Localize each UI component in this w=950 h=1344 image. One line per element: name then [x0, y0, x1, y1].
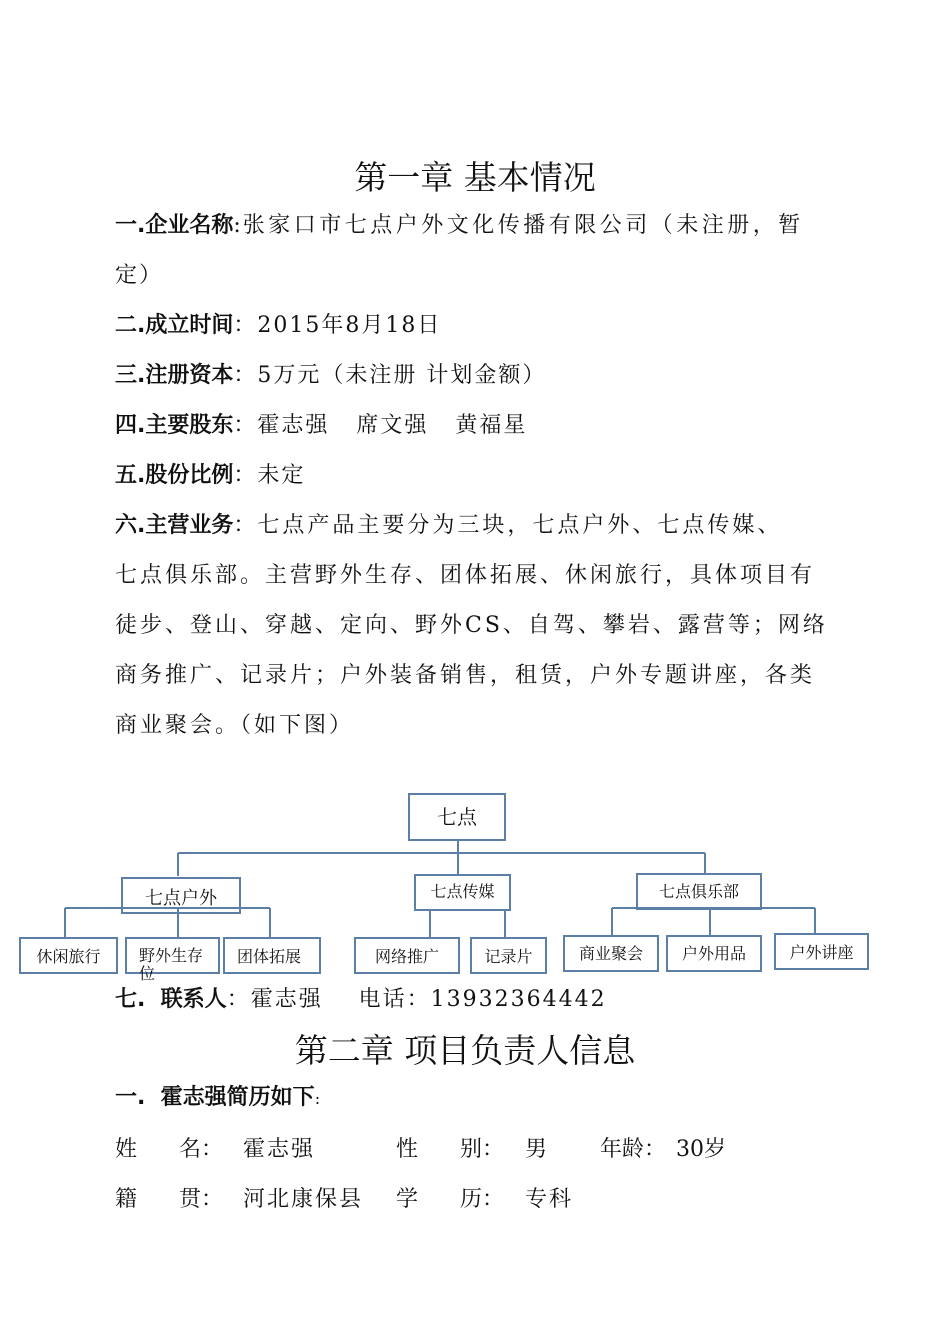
org-leaf-web-promotion: [354, 937, 460, 974]
contact-label: 七. 联系人: [115, 987, 227, 1012]
business-text-4: 商业聚会。（如下图）: [115, 713, 355, 738]
org-leaf-label: 户外讲座: [789, 943, 854, 962]
org-leaf-business-gathering: [563, 935, 659, 972]
org-leaf-leisure-travel: [19, 937, 118, 974]
capital-colon: ：: [233, 363, 258, 388]
age-value: 30岁: [676, 1137, 726, 1162]
name-value: 霍志强: [243, 1137, 316, 1162]
company-name-value: 张家口市七点户外文化传播有限公司（未注册，暂: [242, 213, 804, 238]
business-label: 六.主营业务: [115, 513, 234, 538]
org-leaf-survival: [125, 937, 220, 983]
company-name-colon: :: [233, 213, 243, 238]
org-root: [408, 793, 506, 841]
contact-line: [115, 982, 607, 1013]
company-name-label: 一.企业名称: [115, 213, 234, 238]
org-leaf-documentary: [470, 937, 547, 974]
contact-value: 霍志强 电话：13932364442: [250, 987, 607, 1012]
org-branch-club-label: 七点俱乐部: [658, 882, 739, 901]
age-key: 年龄：: [600, 1137, 667, 1162]
org-branch-media: [414, 874, 511, 911]
org-leaf-label: 休闲旅行: [36, 947, 101, 966]
business-value: 七点产品主要分为三块，七点户外、七点传媒、: [257, 513, 783, 538]
shareholders-label: 四.主要股东: [115, 413, 234, 438]
org-branch-club: [636, 873, 762, 910]
org-leaf-label: 网络推广: [374, 947, 439, 966]
shares-colon: ：: [233, 463, 258, 488]
business-text-3: 商务推广、记录片；户外装备销售，租赁，户外专题讲座，各类: [115, 663, 816, 688]
gender-value: 男: [525, 1137, 548, 1162]
company-name-cont: 定）: [115, 263, 164, 288]
org-leaf-label: 商业聚会: [578, 944, 643, 963]
founded-label: 二.成立时间: [115, 313, 234, 338]
shareholders-colon: ：: [233, 413, 258, 438]
capital-value: 5万元（未注册 计划金额）: [257, 363, 547, 388]
org-leaf-label: 户外用品: [681, 944, 746, 963]
founded-value: 2015年8月18日: [257, 313, 442, 338]
contact-colon: ：: [226, 987, 251, 1012]
org-leaf-outdoor-lecture: [774, 933, 869, 970]
org-root-label: 七点: [437, 805, 477, 829]
org-leaf-team-building: [223, 937, 321, 974]
education-key: 学 历：: [396, 1187, 504, 1212]
business-text-1: 七点俱乐部。主营野外生存、团体拓展、休闲旅行，具体项目有: [115, 563, 816, 588]
education-value: 专科: [525, 1187, 574, 1212]
gender-key: 性 别：: [396, 1137, 504, 1162]
org-leaf-outdoor-gear: [666, 935, 762, 972]
resume-heading-text: 一. 霍志强简历如下: [115, 1085, 315, 1110]
hometown-value: 河北康保县: [243, 1187, 364, 1212]
org-leaf-label: 团体拓展: [237, 947, 302, 966]
business-colon: ：: [233, 513, 258, 538]
org-branch-outdoor-label: 七点户外: [145, 888, 217, 909]
org-leaf-label: 野外生存位: [139, 946, 204, 983]
shares-label: 五.股份比例: [115, 463, 234, 488]
business-text-2: 徒步、登山、穿越、定向、野外CS、自驾、攀岩、露营等；网络: [115, 613, 828, 638]
name-key: 姓 名：: [115, 1137, 223, 1162]
shares-value: 未定: [257, 463, 306, 488]
hometown-key: 籍 贯：: [115, 1187, 223, 1212]
founded-colon: ：: [233, 313, 258, 338]
org-leaf-label: 记录片: [484, 947, 533, 966]
resume-heading-colon: :: [314, 1089, 323, 1108]
org-branch-outdoor: [121, 877, 241, 914]
resume-heading: [115, 1080, 322, 1111]
chapter-2-title: 第二章 项目负责人信息: [294, 1031, 636, 1070]
org-branch-media-label: 七点传媒: [430, 882, 495, 901]
shareholders-value: 霍志强 席文强 黄福星: [257, 413, 528, 438]
capital-label: 三.注册资本: [115, 363, 234, 388]
chapter-1-title: 第一章 基本情况: [354, 158, 596, 197]
